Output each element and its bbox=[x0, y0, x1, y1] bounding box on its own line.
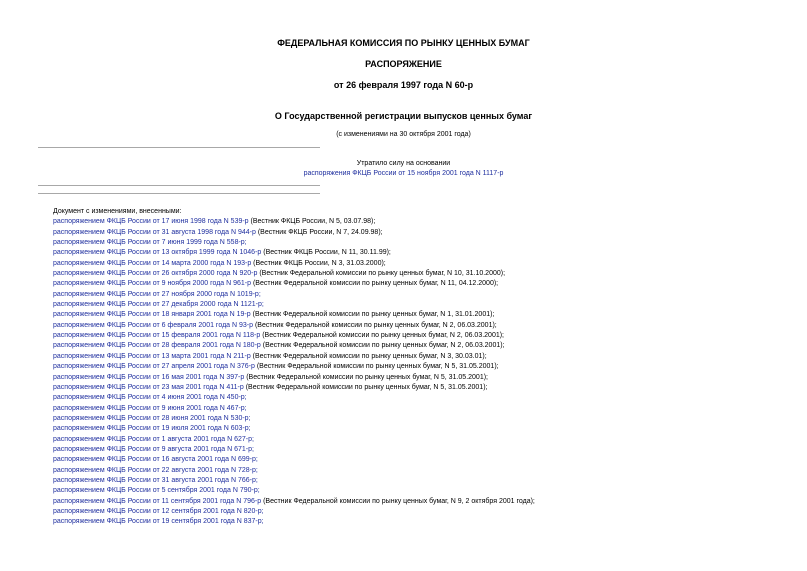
document-type: РАСПОРЯЖЕНИЕ bbox=[365, 59, 442, 69]
list-item bbox=[53, 238, 535, 248]
list-item bbox=[53, 341, 535, 351]
list-item bbox=[53, 486, 535, 496]
amendment-link[interactable]: распоряжением ФКЦБ России от 9 августа 2001 года N 671-р; bbox=[53, 445, 254, 453]
amendment-link[interactable]: распоряжением ФКЦБ России от 5 сентября 2001 года N 790-р; bbox=[53, 487, 260, 495]
divider bbox=[38, 185, 320, 186]
amendment-link[interactable]: распоряжением ФКЦБ России от 18 января 2001 года N 19-р bbox=[53, 311, 251, 319]
list-item bbox=[53, 445, 535, 455]
list-item bbox=[53, 259, 535, 269]
amendment-link[interactable]: распоряжением ФКЦБ России от 26 октября 2000 года N 920-р bbox=[53, 270, 258, 278]
list-item bbox=[53, 404, 535, 414]
amendment-link[interactable]: распоряжением ФКЦБ России от 28 февраля 2001 года N 180-р bbox=[53, 342, 261, 350]
list-item bbox=[53, 393, 535, 403]
publication-note: (Вестник Федеральной комиссии по рынку ценных бумаг, N 5, 31.05.2001); bbox=[243, 383, 488, 391]
amendment-link[interactable]: распоряжением ФКЦБ России от 13 марта 2001 года N 211-р bbox=[53, 352, 251, 360]
publication-note: (Вестник ФКЦБ России, N 5, 03.07.98); bbox=[248, 218, 376, 226]
amendment-link[interactable]: распоряжением ФКЦБ России от 11 сентября 2001 года N 796-р bbox=[53, 497, 262, 505]
list-item bbox=[53, 373, 535, 383]
list-item bbox=[53, 517, 535, 527]
amendment-link[interactable]: распоряжением ФКЦБ России от 7 июня 1999 года N 558-р; bbox=[53, 239, 247, 247]
amendment-link[interactable]: распоряжением ФКЦБ России от 17 июня 1998 года N 539-р bbox=[53, 218, 249, 226]
publication-note: (Вестник Федеральной комиссии по рынку ценных бумаг, N 2, 06.03.2001); bbox=[260, 332, 504, 340]
publication-note: (Вестник Федеральной комиссии по рынку ценных бумаг, N 1, 31.01.2001); bbox=[250, 311, 495, 319]
amendment-link[interactable]: распоряжением ФКЦБ России от 16 августа 2001 года N 699-р; bbox=[53, 456, 258, 464]
publication-note: (Вестник Федеральной комиссии по рынку ценных бумаг, N 11, 04.12.2000); bbox=[251, 280, 499, 288]
publication-note: (Вестник ФКЦБ России, N 7, 24.09.98); bbox=[255, 228, 383, 236]
list-item bbox=[53, 507, 535, 517]
publication-note: (Вестник Федеральной комиссии по рынку ценных бумаг, N 3, 30.03.01); bbox=[250, 352, 487, 360]
list-item bbox=[53, 310, 535, 320]
document-date-number: от 26 февраля 1997 года N 60-р bbox=[333, 80, 474, 90]
list-item bbox=[53, 352, 535, 362]
amendment-link[interactable]: распоряжением ФКЦБ России от 9 июня 2001 года N 467-р; bbox=[53, 404, 247, 412]
list-item bbox=[53, 466, 535, 476]
publication-note: (Вестник Федеральной комиссии по рынку ценных бумаг, N 5, 31.05.2001); bbox=[254, 363, 499, 371]
divider bbox=[38, 147, 320, 148]
publication-note: (Вестник ФКЦБ России, N 3, 31.03.2000); bbox=[251, 259, 386, 267]
amendment-link[interactable]: распоряжением ФКЦБ России от 31 августа 1998 года N 944-р bbox=[53, 228, 256, 236]
amendment-link[interactable]: распоряжением ФКЦБ России от 19 сентября 2001 года N 837-р; bbox=[53, 518, 264, 526]
amendment-link[interactable]: распоряжением ФКЦБ России от 22 августа 2001 года N 728-р; bbox=[53, 466, 258, 474]
publication-note: (Вестник Федеральной комиссии по рынку ценных бумаг, N 2, 06.03.2001); bbox=[253, 321, 497, 329]
divider bbox=[38, 193, 320, 194]
list-item bbox=[53, 383, 535, 393]
amendment-link[interactable]: распоряжением ФКЦБ России от 13 октября 1999 года N 1046-р bbox=[53, 249, 262, 257]
list-item bbox=[53, 321, 535, 331]
changes-intro: Документ с изменениями, внесенными: bbox=[53, 208, 182, 215]
amendment-note: (с изменениями на 30 октября 2001 года) bbox=[336, 131, 471, 138]
list-item bbox=[53, 248, 535, 258]
list-item bbox=[53, 414, 535, 424]
document-title: О Государственной регистрации выпусков ценных бумаг bbox=[274, 111, 533, 121]
amendment-link[interactable]: распоряжением ФКЦБ России от 15 февраля 2001 года N 118-р bbox=[53, 332, 261, 340]
list-item bbox=[53, 497, 535, 507]
amendment-link[interactable]: распоряжением ФКЦБ России от 27 декабря 2000 года N 1121-р; bbox=[53, 301, 264, 309]
list-item bbox=[53, 269, 535, 279]
publication-note: (Вестник Федеральной комиссии по рынку ценных бумаг, N 9, 2 октября 2001 года); bbox=[261, 497, 535, 505]
list-item bbox=[53, 217, 535, 227]
list-item bbox=[53, 279, 535, 289]
list-item bbox=[53, 290, 535, 300]
amendment-link[interactable]: распоряжением ФКЦБ России от 12 сентября 2001 года N 820-р; bbox=[53, 507, 264, 515]
list-item bbox=[53, 455, 535, 465]
amendment-link[interactable]: распоряжением ФКЦБ России от 28 июня 2001 года N 530-р; bbox=[53, 414, 251, 422]
list-item bbox=[53, 424, 535, 434]
publication-note: (Вестник Федеральной комиссии по рынку ценных бумаг, N 5, 31.05.2001); bbox=[244, 373, 488, 381]
list-item bbox=[53, 435, 535, 445]
list-item bbox=[53, 228, 535, 238]
amendment-link[interactable]: распоряжением ФКЦБ России от 1 августа 2001 года N 627-р; bbox=[53, 435, 254, 443]
list-item bbox=[53, 331, 535, 341]
amendment-link[interactable]: распоряжением ФКЦБ России от 23 мая 2001 года N 411-р bbox=[53, 383, 244, 391]
amendment-link[interactable]: распоряжением ФКЦБ России от 31 августа 2001 года N 766-р; bbox=[53, 476, 258, 484]
repeal-link[interactable]: распоряжения ФКЦБ России от 15 ноября 2001 года N 1117-р bbox=[303, 170, 504, 177]
amendment-link[interactable]: распоряжением ФКЦБ России от 16 мая 2001 года N 397-р bbox=[53, 373, 245, 381]
amendment-link[interactable]: распоряжением ФКЦБ России от 6 февраля 2001 года N 93-р bbox=[53, 321, 254, 329]
list-item bbox=[53, 362, 535, 372]
agency-name: ФЕДЕРАЛЬНАЯ КОМИССИЯ ПО РЫНКУ ЦЕННЫХ БУМАГ bbox=[277, 38, 530, 48]
amendment-link[interactable]: распоряжением ФКЦБ России от 4 июня 2001 года N 450-р; bbox=[53, 394, 247, 402]
status-text: Утратило силу на основании bbox=[356, 160, 451, 167]
amendment-link[interactable]: распоряжением ФКЦБ России от 9 ноября 2000 года N 961-р bbox=[53, 280, 252, 288]
publication-note: (Вестник ФКЦБ России, N 11, 30.11.99); bbox=[261, 249, 391, 257]
publication-note: (Вестник Федеральной комиссии по рынку ценных бумаг, N 10, 31.10.2000); bbox=[257, 270, 506, 278]
changes-list bbox=[53, 207, 535, 528]
list-item bbox=[53, 300, 535, 310]
amendment-link[interactable]: распоряжением ФКЦБ России от 27 ноября 2000 года N 1019-р; bbox=[53, 290, 261, 298]
list-item bbox=[53, 476, 535, 486]
publication-note: (Вестник Федеральной комиссии по рынку ценных бумаг, N 2, 06.03.2001); bbox=[260, 342, 505, 350]
amendment-link[interactable]: распоряжением ФКЦБ России от 14 марта 2000 года N 193-р bbox=[53, 259, 252, 267]
amendment-link[interactable]: распоряжением ФКЦБ России от 27 апреля 2001 года N 376-р bbox=[53, 363, 255, 371]
amendment-link[interactable]: распоряжением ФКЦБ России от 19 июля 2001 года N 603-р; bbox=[53, 425, 251, 433]
